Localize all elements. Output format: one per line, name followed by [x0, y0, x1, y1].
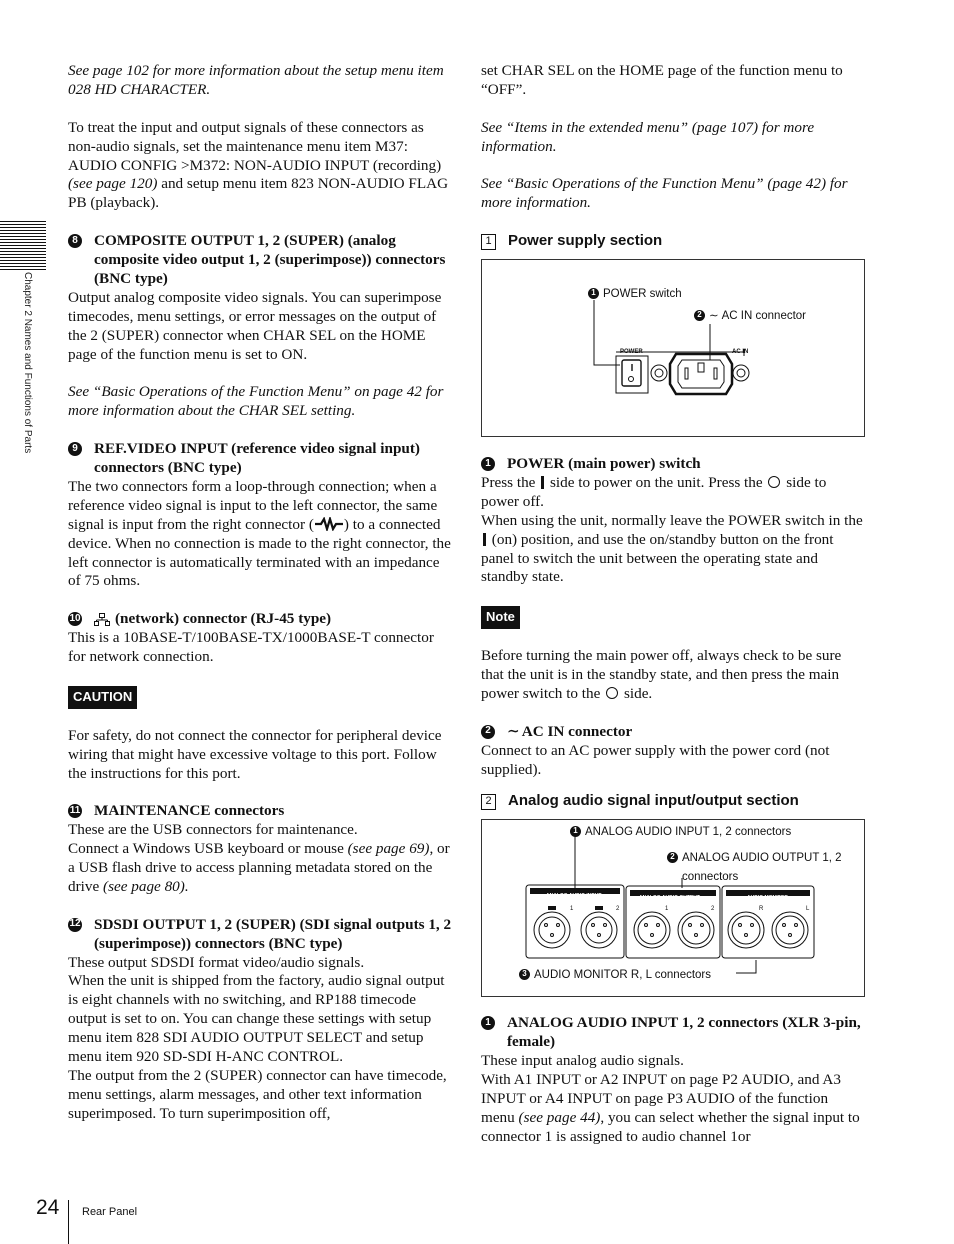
left-column: [68, 62, 452, 1124]
analog-audio-figure: [481, 819, 865, 997]
section-1-heading: [481, 232, 865, 251]
item-9-heading: [68, 440, 452, 478]
intro-paragraph: To treat the input and output signals of these connectors as non-audio signals, set the maintenance menu item M37: AUDIO CONFIG >M372: NON-AUDIO INPUT (recording) (see page 120) and setup menu item 823 NON-AUDIO FLAG PB (playback).: [68, 118, 449, 212]
item-12-title: SDSDI OUTPUT 1, 2 (SUPER) (SDI signal outputs 1, 2 (superimpose)) connectors (BNC type): [94, 915, 452, 952]
ac-in-body: Connect to an AC power supply with the power cord (not supplied).: [481, 741, 830, 778]
item-10-title: (network) connector (RJ-45 type): [115, 610, 332, 628]
fig2-panel-output-label: ANALOG AUDIO OUTPUT: [639, 895, 700, 902]
power-switch-body-2: When using the unit, normally leave the POWER switch in the (on) position, and use the on/standby button on the front panel to switch the unit between the operating state and standby state.: [481, 511, 863, 586]
analog-input-body-b: With A1 INPUT or A2 INPUT on page P2 AUDIO, and A3 INPUT or A4 INPUT on page P3 AUDIO of the function menu (see page 44), you can select whether the signal input to connector 1 is assigned to audio channel 1or: [481, 1071, 860, 1145]
fig2-label-in-2: 2: [616, 906, 620, 913]
right-column: [481, 62, 865, 1147]
item-12-body-b: When the unit is shipped from the factory, audio signal output is eight channels with no switching, and RP188 timecode output is set to on. You can change these settings with setup menu item 828 SDI AUDIO OUTPUT SELECT and setup menu item 920 SD-SDI H-ANC CONTROL.: [68, 972, 445, 1066]
ac-in-heading: [481, 723, 865, 742]
item-11-heading: [68, 802, 452, 821]
item-12-bullet: 12: [68, 918, 82, 932]
power-supply-figure: [481, 259, 865, 437]
item-8-body: Output analog composite video signals. You can superimpose timecodes, menu settings, or error messages on the output of the 2 (SUPER) connector when CHAR SEL on the HOME page of the function menu is set to ON.: [68, 288, 442, 363]
chapter-label: Chapter 2 Names and Functions of Parts: [22, 272, 33, 454]
loop-through-icon: [314, 517, 344, 531]
item-11-bullet: 11: [68, 804, 82, 818]
on-symbol-icon: [541, 476, 544, 489]
fig2-label-out-1: 1: [665, 906, 669, 913]
item-12-body-c: The output from the 2 (SUPER) connector can have timecode, menu settings, alarm messages, and other text information superimposed. To turn superimposition off,: [68, 1067, 447, 1122]
fig1-callout-power: 1 POWER switch: [588, 285, 682, 304]
analog-input-bullet: 1: [481, 1016, 495, 1030]
item-8-title: COMPOSITE OUTPUT 1, 2 (SUPER) (analog composite video output 1, 2 (superimpose)) connectors (BNC type): [94, 232, 446, 287]
fig2-callout-output: 2 ANALOG AUDIO OUTPUT 1, 2 connectors: [667, 849, 842, 887]
section-2-title: Analog audio signal input/output section: [508, 792, 799, 810]
section-2-number: 2: [481, 794, 496, 810]
item-9-bullet: 9: [68, 442, 82, 456]
section-2-heading: [481, 792, 865, 811]
item-9-title: REF.VIDEO INPUT (reference video signal input) connectors (BNC type): [94, 440, 420, 476]
power-panel-illustration: [482, 260, 864, 436]
intro-reference: See page 102 for more information about the setup menu item 028 HD CHARACTER.: [68, 62, 444, 98]
note-label: Note: [481, 606, 520, 629]
on-symbol-icon: [483, 533, 486, 546]
item-10-bullet: 10: [68, 612, 82, 626]
caution-body: For safety, do not connect the connector for peripheral device wiring that might have excessive voltage to this port. Follow the instructions for this port.: [68, 726, 442, 782]
fig2-label-mon-l: L: [806, 906, 810, 913]
power-switch-heading: [481, 455, 865, 474]
chapter-tab-marker: [0, 221, 46, 271]
note-body: Before turning the main power off, always check to be sure that the unit is in the standby state, and then press the main power switch to the side.: [481, 647, 842, 702]
fig1-panel-power-label: POWER: [620, 349, 643, 356]
footer-divider: [68, 1200, 69, 1244]
fig2-label-out-2: 2: [711, 906, 715, 913]
item-11-title: MAINTENANCE connectors: [94, 802, 285, 820]
ac-in-title: AC IN connector: [521, 722, 633, 740]
fig1-callout-acin: 2 ∼ AC IN connector: [694, 307, 806, 326]
item-10-body: This is a 10BASE-T/100BASE-TX/1000BASE-T connector for network connection.: [68, 629, 434, 666]
fig2-label-in-1: 1: [570, 906, 574, 913]
power-switch-title: POWER (main power) switch: [507, 455, 701, 473]
item-8-reference: See “Basic Operations of the Function Menu” on page 42 for more information about the CHAR SEL setting.: [68, 383, 444, 420]
off-symbol-icon: [606, 687, 618, 699]
analog-input-title: ANALOG AUDIO INPUT 1, 2 connectors (XLR 3-pin, female): [507, 1014, 861, 1051]
item-10-heading: [68, 610, 452, 629]
item-11-body-a: These are the USB connectors for maintenance.: [68, 821, 358, 839]
fig2-panel-input-label: ANALOG AUDIO INPUT: [546, 893, 602, 900]
footer-section-label: Rear Panel: [82, 1206, 138, 1218]
extended-menu-reference: See “Items in the extended menu” (page 107) for more information.: [481, 118, 815, 155]
network-icon: [94, 613, 110, 626]
power-switch-bullet: 1: [481, 457, 495, 471]
function-menu-reference: See “Basic Operations of the Function Menu” (page 42) for more information.: [481, 175, 848, 212]
section-1-title: Power supply section: [508, 232, 663, 250]
power-switch-body-1: Press the side to power on the unit. Press the side to power off.: [481, 473, 827, 510]
fig1-panel-acin-label: AC IN: [732, 349, 749, 356]
item-12-body-a: These output SDSDI format video/audio signals.: [68, 953, 365, 971]
section-1-number: 1: [481, 234, 496, 250]
item-12-heading: [68, 916, 452, 954]
ac-in-bullet: 2: [481, 725, 495, 739]
analog-input-heading: [481, 1014, 865, 1052]
item-11-body: Connect a Windows USB keyboard or mouse (see page 69), or a USB flash drive to access planning metadata stored on the drive (see page 80).: [68, 840, 450, 895]
page-number: 24: [36, 1196, 60, 1219]
item-9-body: The two connectors form a loop-through connection; when a reference video signal is input to the left connector, the same signal is input from the right connector ( ) to a connected device. When no connection is made to the right connector, the left connector is automatically terminated with an impedance of 75 ohms.: [68, 477, 451, 590]
fig2-panel-monitor-label: AUDIO MONITOR: [747, 895, 789, 902]
fig2-callout-input: 1 ANALOG AUDIO INPUT 1, 2 connectors: [570, 823, 791, 842]
item-8-heading: [68, 232, 452, 289]
fig2-callout-monitor: 3 AUDIO MONITOR R, L connectors: [519, 966, 711, 985]
off-symbol-icon: [768, 476, 780, 488]
analog-input-body-a: These input analog audio signals.: [481, 1052, 684, 1070]
item-8-bullet: 8: [68, 234, 82, 248]
continued-text: set CHAR SEL on the HOME page of the function menu to “OFF”.: [481, 62, 843, 98]
caution-label: CAUTION: [68, 686, 137, 709]
fig2-label-mon-r: R: [759, 906, 764, 913]
ac-icon: ∼: [507, 722, 520, 740]
